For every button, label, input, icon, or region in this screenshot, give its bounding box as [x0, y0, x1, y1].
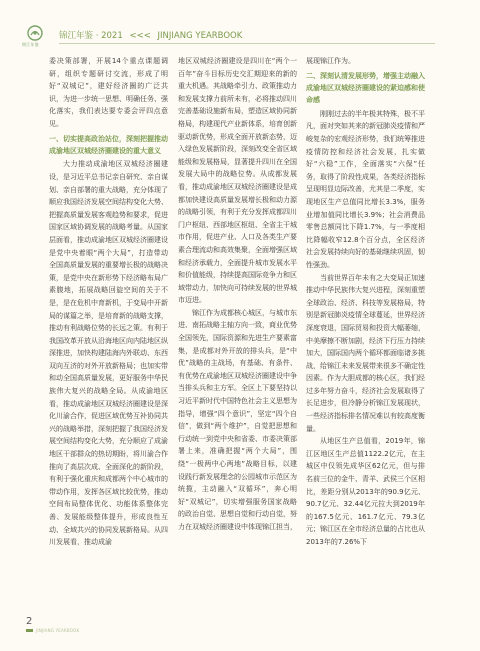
footer-accent-bar: [26, 629, 33, 632]
body-paragraph: 当前世界百年未有之大变局正加速推动中华民族伟大复兴进程，深刻重塑全球政治、经济、科技等发展格局，特别是新冠肺炎疫情全球蔓延，世界经济深度衰退，国际贸易和投资大幅萎缩，中美摩擦不断加剧，经济下行压力持续加大，国际国内两个循环都面临诸多挑战，给锦江未来发展带来很多不确定性因素。作为大胆成都的核心区，我们经过多年努力奋斗，经济社会发展取得了长足进步，但冷静分析锦江发展现状，一些经济指标排名情况难以有较高度衡量。: [306, 273, 425, 433]
text-column-1: [49, 55, 168, 549]
logo-caption: 锦江年鉴: [22, 42, 39, 47]
body-paragraph: 刚刚过去的半年极其特殊，极不平凡，面对突如其来的新冠肺炎疫情和严峻复杂的宏观经济形势，我们统筹推进疫情防控和经济社会发展，扎实做好“六稳”工作，全面落实“六保”任务，取得了阶段性成果，各类经济指标呈现明显边际改善，尤其是二季度，实现地区生产总值同比增长3.3%，服务业增加值同比增长3.9%；社会消费品零售总额同比下降1.7%，与一季度相比降幅收窄12.8个百分点，全区经济社会发展持续向好的基础继续巩固，韧性强劲。: [306, 109, 425, 269]
body-paragraph: 地区双城经济圈建设是四川在“两个一百年”奋斗目标历史交汇期迎来的新的重大机遇。其战略牵引力、政策推动力和发展支撑力前所未有，必将推动四川完善基础设施新布局，塑造区域协同新格局，构建现代产业新体系，培育创新驱动新优势，形成全面开放新态势，迈入绿色发展新阶段，深刻改变全省区域能级和发展格局，显著提升四川在全国发展大局中的战略位势。从成都发展看，推动成渝地区双城经济圈建设是成都加快建设高质量发展增长极和动力源的战略引领，有利于充分发挥成都四川门户枢纽、西部地区枢纽、全省主干城市作用，促进产业、人口及各类生产要素合理流动和高效集聚，全面增强区域和经济承载力，全面提升城市发展水平和价值能级，持续提高国际竞争力和区域带动力，加快向可持续发展的世界城市迈进。: [178, 57, 297, 305]
body-paragraph: 锦江作为成都核心城区，与城市东进、南拓战略主轴方向一致，商业优势全国领先，国际资源和先进生产要素富集，是成都对外开放的排头兵，是“中优”战略的主战场，有基础、有条件、有优势在成渝地区双城经济圈建设中争当排头兵和主方军。全区上下要坚持以习近平新时代中国特色社会主义思想为指导，增强“四个意识”，坚定“四个自信”，做到“两个维护”，自觉把思想和行动统一到党中央和省委、市委决策部署上来，准确把握“两个大局”，围绕“一极两中心两地”战略目标，以建设践行新发展理念的公园城市示范区为统揽，主动融入“双循环”，奔心明好“双城记”，切实增强服务国家战略的政治自觉、思想自觉和行动自觉，努力在双城经济圈建设中体现锦江担当，: [178, 308, 297, 531]
header-separator: <<<: [129, 31, 151, 41]
footer-caption: JINJIANG YEARBOOK: [36, 628, 80, 633]
text-column-3: [306, 55, 425, 549]
body-paragraph: 委决策部署，开展14个重点课题调研，组织专题研讨交流，形成了明好“双城记”，建好经济圈的广泛共识，为进一步统一思想、明确任务、强化落实，我们表达要专委会评四点意见。: [49, 57, 168, 128]
body-paragraph: 从地区生产总值看，2019年，锦江区地区生产总值1122.2亿元，在主城区中仅领先成华区62亿元，但与排名前三位的金牛、青羊、武侯三个区相比，差距分别从2013年的90.9亿元、90.7亿元、32.44亿元拉大到2019年的167.5亿元、161.7亿元、79.3亿元；锦江区在全市经济总量的占比也从2013年的7.26%下: [306, 437, 425, 546]
section-heading: 一、切实提高政治站位，深刻把握推动成渝地区双城经济圈建设的重大意义: [49, 134, 168, 155]
body-paragraph: 大力推动成渝地区双城经济圈建设，是习近平总书记亲自研究、亲自谋划、亲自部署的重大战略，充分体现了顺应我国经济发展空间结构变化大势、把握高质量发展客观趋势和要求，促进国家区域协调发展的战略考量。从国家层面看，推动成渝地区双城经济圈建设是党中央着眼“两个大局”，打造带动全国高质量发展的重要增长极的战略决策，是党中央在新形势下经济略布局广素腹地，拓展战略回旋空间的关于不是，是在危机中育新机，于变局中开新局的谋篇之举，是培育新的战略支撑，推动有利战略位势的长远之策。有利于我国改革开放从沿海地区向内陆地区纵深推进，加快构建陆海内外联动、东西双向互济的对外开放新格局；也加实带和动全国高质量发展，更好服务中华民族伟大复兴的战略全局。从成渝地区看，推动成渝地区双城经济圈建设是深化川渝合作，促进区域优势互补协同共兴的战略举措，深刻把握了我国经济发展空间结构变化大势，充分顺应了成渝地区干部群众的热切期盼，将川渝合作推向了高层次成、全面深化的新阶段，有利于强化重庆和成都两个中心城市的带动作用，发挥各区域比较优势，推动空间布局整体优化、功能体系整体完善、发展能级整体提升，形成良性互动、全域共兴的协同发展新格局。从四川发展看，推动成渝: [49, 160, 168, 547]
yearbook-subtitle: JINJIANG YEARBOOK: [157, 31, 243, 41]
page-number: 2: [26, 616, 33, 627]
header-rule: [59, 43, 435, 44]
text-column-2: [178, 55, 297, 534]
page-header: [0, 0, 480, 47]
body-paragraph: 展现锦江作为。: [306, 57, 355, 65]
section-heading: 二、深刻认清发展形势，增强主动融入成渝地区双城经济圈建设的紧迫感和使命感: [306, 71, 425, 105]
yearbook-logo-icon: [27, 25, 43, 41]
running-header: [59, 29, 246, 41]
yearbook-title: 锦江年鉴 · 2021: [59, 31, 123, 41]
